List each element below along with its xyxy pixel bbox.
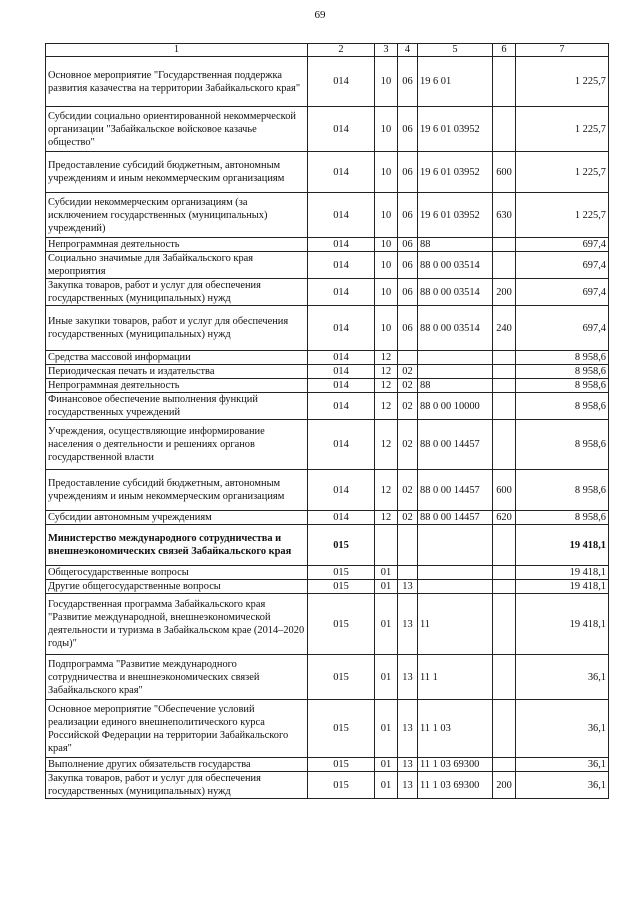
row-target-article: 19 6 01 03952 bbox=[418, 107, 493, 152]
row-subsection bbox=[398, 351, 418, 365]
row-department-code: 015 bbox=[308, 594, 375, 655]
row-target-article: 88 0 00 14457 bbox=[418, 470, 493, 511]
row-amount: 8 958,6 bbox=[516, 420, 609, 470]
row-expense-type bbox=[493, 594, 516, 655]
row-amount: 8 958,6 bbox=[516, 351, 609, 365]
row-amount: 8 958,6 bbox=[516, 365, 609, 379]
row-department-code: 014 bbox=[308, 379, 375, 393]
row-name: Предоставление субсидий бюджетным, автономным учреждениям и иным некоммерческим организациям bbox=[46, 470, 308, 511]
row-section: 01 bbox=[375, 580, 398, 594]
row-section: 10 bbox=[375, 57, 398, 107]
row-department-code: 015 bbox=[308, 772, 375, 799]
row-target-article: 88 0 00 10000 bbox=[418, 393, 493, 420]
row-section: 12 bbox=[375, 379, 398, 393]
row-expense-type: 200 bbox=[493, 279, 516, 306]
row-expense-type bbox=[493, 700, 516, 758]
row-amount: 36,1 bbox=[516, 758, 609, 772]
row-subsection: 13 bbox=[398, 700, 418, 758]
row-expense-type bbox=[493, 566, 516, 580]
row-subsection: 13 bbox=[398, 594, 418, 655]
row-department-code: 015 bbox=[308, 655, 375, 700]
table-row bbox=[46, 594, 609, 655]
row-subsection: 06 bbox=[398, 152, 418, 193]
row-expense-type: 600 bbox=[493, 470, 516, 511]
table-row bbox=[46, 655, 609, 700]
table-row bbox=[46, 365, 609, 379]
row-name: Основное мероприятие "Государственная поддержка развития казачества на территории Забайкальского края" bbox=[46, 57, 308, 107]
table-row bbox=[46, 57, 609, 107]
row-subsection bbox=[398, 525, 418, 566]
row-section: 12 bbox=[375, 420, 398, 470]
row-name: Периодическая печать и издательства bbox=[46, 365, 308, 379]
table-row bbox=[46, 152, 609, 193]
row-expense-type bbox=[493, 238, 516, 252]
row-expense-type: 630 bbox=[493, 193, 516, 238]
row-expense-type: 200 bbox=[493, 772, 516, 799]
row-name: Средства массовой информации bbox=[46, 351, 308, 365]
row-section: 10 bbox=[375, 252, 398, 279]
row-amount: 8 958,6 bbox=[516, 511, 609, 525]
row-department-code: 014 bbox=[308, 152, 375, 193]
table-row bbox=[46, 238, 609, 252]
row-section: 01 bbox=[375, 594, 398, 655]
row-name: Иные закупки товаров, работ и услуг для обеспечения государственных (муниципальных) нужд bbox=[46, 306, 308, 351]
row-expense-type bbox=[493, 655, 516, 700]
row-section: 01 bbox=[375, 655, 398, 700]
row-subsection: 02 bbox=[398, 420, 418, 470]
row-target-article: 11 1 03 bbox=[418, 700, 493, 758]
row-name: Подпрограмма "Развитие международного сотрудничества и внешнеэкономических связей Забайкальского края" bbox=[46, 655, 308, 700]
table-row bbox=[46, 420, 609, 470]
row-department-code: 014 bbox=[308, 252, 375, 279]
row-department-code: 014 bbox=[308, 193, 375, 238]
header-col-3: 3 bbox=[375, 44, 398, 57]
row-department-code: 014 bbox=[308, 365, 375, 379]
row-section: 01 bbox=[375, 772, 398, 799]
table-row bbox=[46, 772, 609, 799]
row-expense-type bbox=[493, 57, 516, 107]
row-name: Министерство международного сотрудничества и внешнеэкономических связей Забайкальского края bbox=[46, 525, 308, 566]
row-amount: 19 418,1 bbox=[516, 525, 609, 566]
header-col-4: 4 bbox=[398, 44, 418, 57]
row-name: Закупка товаров, работ и услуг для обеспечения государственных (муниципальных) нужд bbox=[46, 279, 308, 306]
table-row bbox=[46, 758, 609, 772]
row-subsection: 13 bbox=[398, 772, 418, 799]
row-department-code: 015 bbox=[308, 525, 375, 566]
row-section: 01 bbox=[375, 566, 398, 580]
row-target-article: 88 bbox=[418, 238, 493, 252]
table-row bbox=[46, 470, 609, 511]
row-department-code: 014 bbox=[308, 107, 375, 152]
row-expense-type bbox=[493, 420, 516, 470]
table-row bbox=[46, 580, 609, 594]
row-expense-type bbox=[493, 107, 516, 152]
row-name: Субсидии некоммерческим организациям (за исключением государственных (муниципальных) учреждений) bbox=[46, 193, 308, 238]
row-expense-type bbox=[493, 252, 516, 279]
row-amount: 1 225,7 bbox=[516, 107, 609, 152]
row-section: 01 bbox=[375, 700, 398, 758]
row-section: 12 bbox=[375, 470, 398, 511]
row-section: 10 bbox=[375, 107, 398, 152]
row-target-article: 11 1 bbox=[418, 655, 493, 700]
row-name: Субсидии автономным учреждениям bbox=[46, 511, 308, 525]
row-name: Финансовое обеспечение выполнения функций государственных учреждений bbox=[46, 393, 308, 420]
row-department-code: 014 bbox=[308, 470, 375, 511]
table-row bbox=[46, 252, 609, 279]
row-subsection: 06 bbox=[398, 306, 418, 351]
row-target-article: 11 1 03 69300 bbox=[418, 772, 493, 799]
row-name: Государственная программа Забайкальского края "Развитие международной, внешнеэкономической деятельности и туризма в Забайкальском крае (2014–2020 годы)" bbox=[46, 594, 308, 655]
row-subsection: 06 bbox=[398, 279, 418, 306]
row-amount: 8 958,6 bbox=[516, 393, 609, 420]
table-body bbox=[46, 57, 609, 799]
row-amount: 697,4 bbox=[516, 252, 609, 279]
row-subsection: 06 bbox=[398, 252, 418, 279]
row-amount: 697,4 bbox=[516, 238, 609, 252]
row-section: 10 bbox=[375, 238, 398, 252]
header-col-1: 1 bbox=[46, 44, 308, 57]
row-name: Учреждения, осуществляющие информирование населения о деятельности и решениях органов государственной власти bbox=[46, 420, 308, 470]
row-target-article: 19 6 01 03952 bbox=[418, 193, 493, 238]
row-department-code: 015 bbox=[308, 580, 375, 594]
row-section: 12 bbox=[375, 511, 398, 525]
row-subsection: 06 bbox=[398, 107, 418, 152]
table-row bbox=[46, 107, 609, 152]
row-name: Непрограммная деятельность bbox=[46, 238, 308, 252]
row-target-article: 88 bbox=[418, 379, 493, 393]
table-row bbox=[46, 393, 609, 420]
row-subsection: 02 bbox=[398, 379, 418, 393]
row-target-article: 19 6 01 03952 bbox=[418, 152, 493, 193]
row-name: Закупка товаров, работ и услуг для обеспечения государственных (муниципальных) нужд bbox=[46, 772, 308, 799]
row-department-code: 015 bbox=[308, 758, 375, 772]
table-row bbox=[46, 511, 609, 525]
row-subsection: 02 bbox=[398, 470, 418, 511]
row-department-code: 014 bbox=[308, 393, 375, 420]
row-section: 12 bbox=[375, 351, 398, 365]
row-department-code: 015 bbox=[308, 566, 375, 580]
table-header-row bbox=[46, 44, 609, 57]
header-col-7: 7 bbox=[516, 44, 609, 57]
row-amount: 697,4 bbox=[516, 306, 609, 351]
row-target-article bbox=[418, 365, 493, 379]
row-target-article bbox=[418, 580, 493, 594]
row-target-article bbox=[418, 525, 493, 566]
row-department-code: 014 bbox=[308, 306, 375, 351]
row-name: Субсидии социально ориентированной некоммерческой организации "Забайкальское войсковое казачье общество" bbox=[46, 107, 308, 152]
row-target-article bbox=[418, 351, 493, 365]
row-expense-type bbox=[493, 525, 516, 566]
row-target-article: 88 0 00 03514 bbox=[418, 279, 493, 306]
row-target-article: 88 0 00 03514 bbox=[418, 252, 493, 279]
row-name: Выполнение других обязательств государства bbox=[46, 758, 308, 772]
row-amount: 36,1 bbox=[516, 772, 609, 799]
row-section: 12 bbox=[375, 393, 398, 420]
row-section bbox=[375, 525, 398, 566]
row-section: 01 bbox=[375, 758, 398, 772]
row-section: 10 bbox=[375, 152, 398, 193]
table-row bbox=[46, 351, 609, 365]
table-row bbox=[46, 525, 609, 566]
row-target-article: 88 0 00 14457 bbox=[418, 420, 493, 470]
header-col-2: 2 bbox=[308, 44, 375, 57]
table-row bbox=[46, 279, 609, 306]
row-name: Предоставление субсидий бюджетным, автономным учреждениям и иным некоммерческим организациям bbox=[46, 152, 308, 193]
row-amount: 1 225,7 bbox=[516, 193, 609, 238]
row-target-article bbox=[418, 566, 493, 580]
row-target-article: 11 1 03 69300 bbox=[418, 758, 493, 772]
row-section: 10 bbox=[375, 279, 398, 306]
table-row bbox=[46, 193, 609, 238]
table-row bbox=[46, 700, 609, 758]
row-expense-type: 600 bbox=[493, 152, 516, 193]
row-amount: 19 418,1 bbox=[516, 580, 609, 594]
row-target-article: 88 0 00 14457 bbox=[418, 511, 493, 525]
row-name: Социально значимые для Забайкальского края мероприятия bbox=[46, 252, 308, 279]
row-department-code: 014 bbox=[308, 351, 375, 365]
row-subsection: 06 bbox=[398, 57, 418, 107]
row-subsection: 13 bbox=[398, 655, 418, 700]
row-department-code: 015 bbox=[308, 700, 375, 758]
row-amount: 19 418,1 bbox=[516, 566, 609, 580]
row-amount: 36,1 bbox=[516, 655, 609, 700]
table-row bbox=[46, 306, 609, 351]
row-department-code: 014 bbox=[308, 238, 375, 252]
row-subsection: 02 bbox=[398, 511, 418, 525]
row-subsection: 13 bbox=[398, 758, 418, 772]
row-expense-type: 240 bbox=[493, 306, 516, 351]
budget-table bbox=[45, 43, 609, 799]
row-target-article: 11 bbox=[418, 594, 493, 655]
row-subsection: 06 bbox=[398, 238, 418, 252]
page-number: 69 bbox=[314, 9, 326, 21]
row-expense-type bbox=[493, 758, 516, 772]
row-expense-type bbox=[493, 365, 516, 379]
row-amount: 19 418,1 bbox=[516, 594, 609, 655]
row-name: Общегосударственные вопросы bbox=[46, 566, 308, 580]
row-amount: 1 225,7 bbox=[516, 152, 609, 193]
row-subsection: 02 bbox=[398, 365, 418, 379]
header-col-6: 6 bbox=[493, 44, 516, 57]
row-department-code: 014 bbox=[308, 279, 375, 306]
row-subsection: 13 bbox=[398, 580, 418, 594]
row-target-article: 88 0 00 03514 bbox=[418, 306, 493, 351]
row-department-code: 014 bbox=[308, 420, 375, 470]
row-department-code: 014 bbox=[308, 511, 375, 525]
row-section: 10 bbox=[375, 193, 398, 238]
row-expense-type bbox=[493, 379, 516, 393]
header-col-5: 5 bbox=[418, 44, 493, 57]
row-expense-type bbox=[493, 580, 516, 594]
row-amount: 36,1 bbox=[516, 700, 609, 758]
row-name: Непрограммная деятельность bbox=[46, 379, 308, 393]
row-target-article: 19 6 01 bbox=[418, 57, 493, 107]
row-section: 12 bbox=[375, 365, 398, 379]
row-expense-type bbox=[493, 351, 516, 365]
row-amount: 1 225,7 bbox=[516, 57, 609, 107]
row-expense-type: 620 bbox=[493, 511, 516, 525]
row-amount: 697,4 bbox=[516, 279, 609, 306]
row-amount: 8 958,6 bbox=[516, 379, 609, 393]
row-department-code: 014 bbox=[308, 57, 375, 107]
row-name: Другие общегосударственные вопросы bbox=[46, 580, 308, 594]
table-row bbox=[46, 566, 609, 580]
row-name: Основное мероприятие "Обеспечение условий реализации единого внешнеполитического курса Российской Федерации на территории Забайкальского края" bbox=[46, 700, 308, 758]
row-expense-type bbox=[493, 393, 516, 420]
table-row bbox=[46, 379, 609, 393]
row-subsection: 02 bbox=[398, 393, 418, 420]
row-section: 10 bbox=[375, 306, 398, 351]
row-amount: 8 958,6 bbox=[516, 470, 609, 511]
row-subsection: 06 bbox=[398, 193, 418, 238]
row-subsection bbox=[398, 566, 418, 580]
